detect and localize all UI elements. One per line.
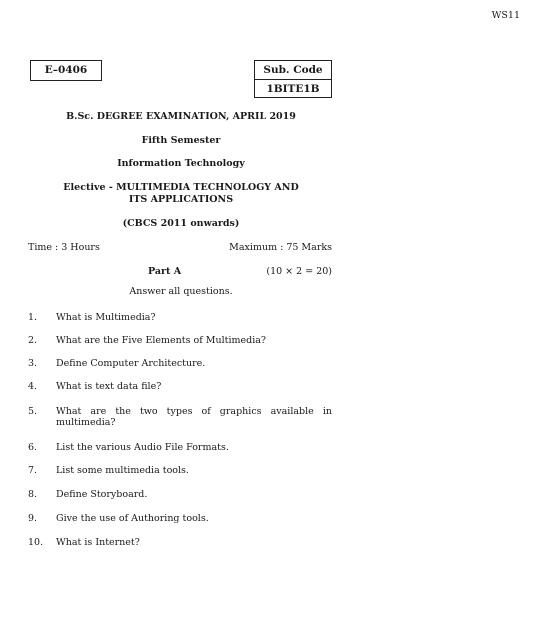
question-number: 10. xyxy=(28,537,44,548)
department: Information Technology xyxy=(117,158,245,169)
question-text: Define Computer Architecture. xyxy=(56,358,206,369)
scheme: (CBCS 2011 onwards) xyxy=(122,218,240,229)
subject-code-value: 1BITE1B xyxy=(255,79,331,98)
question-number: 4. xyxy=(28,381,38,392)
subject-code-label: Sub. Code xyxy=(263,64,323,76)
part-marks: (10 × 2 = 20) xyxy=(266,266,332,277)
question-number: 6. xyxy=(28,442,38,453)
question-text: What are the two types of graphics available in multimedia? xyxy=(56,406,332,428)
time-allowed: Time : 3 Hours xyxy=(28,242,100,253)
question-text: List the various Audio File Formats. xyxy=(56,442,229,453)
question-text: What is Internet? xyxy=(56,537,140,548)
question-number: 3. xyxy=(28,358,38,369)
question-text: Define Storyboard. xyxy=(56,489,148,500)
question-number: 1. xyxy=(28,312,38,323)
question-number: 8. xyxy=(28,489,38,500)
paper-title-line1: Elective - MULTIMEDIA TECHNOLOGY AND xyxy=(63,182,299,193)
question-text: Give the use of Authoring tools. xyxy=(56,513,209,524)
question-text: What are the Five Elements of Multimedia? xyxy=(56,335,267,346)
degree-title: B.Sc. DEGREE EXAMINATION, APRIL 2019 xyxy=(66,111,296,122)
question-number: 2. xyxy=(28,335,38,346)
question-text: What is text data file? xyxy=(56,381,162,392)
instruction: Answer all questions. xyxy=(129,286,233,297)
subject-code-box xyxy=(254,60,332,98)
corner-code: WS11 xyxy=(491,10,520,21)
question-text: What is Multimedia? xyxy=(56,312,156,323)
part-title: Part A xyxy=(148,266,182,277)
exam-code-box: E–0406 xyxy=(30,60,102,81)
question-text: List some multimedia tools. xyxy=(56,465,189,476)
question-number: 5. xyxy=(28,406,38,417)
question-number: 7. xyxy=(28,465,38,476)
question-number: 9. xyxy=(28,513,38,524)
paper-title-line2: ITS APPLICATIONS xyxy=(128,194,234,205)
semester: Fifth Semester xyxy=(141,135,221,146)
maximum-marks: Maximum : 75 Marks xyxy=(229,242,332,253)
